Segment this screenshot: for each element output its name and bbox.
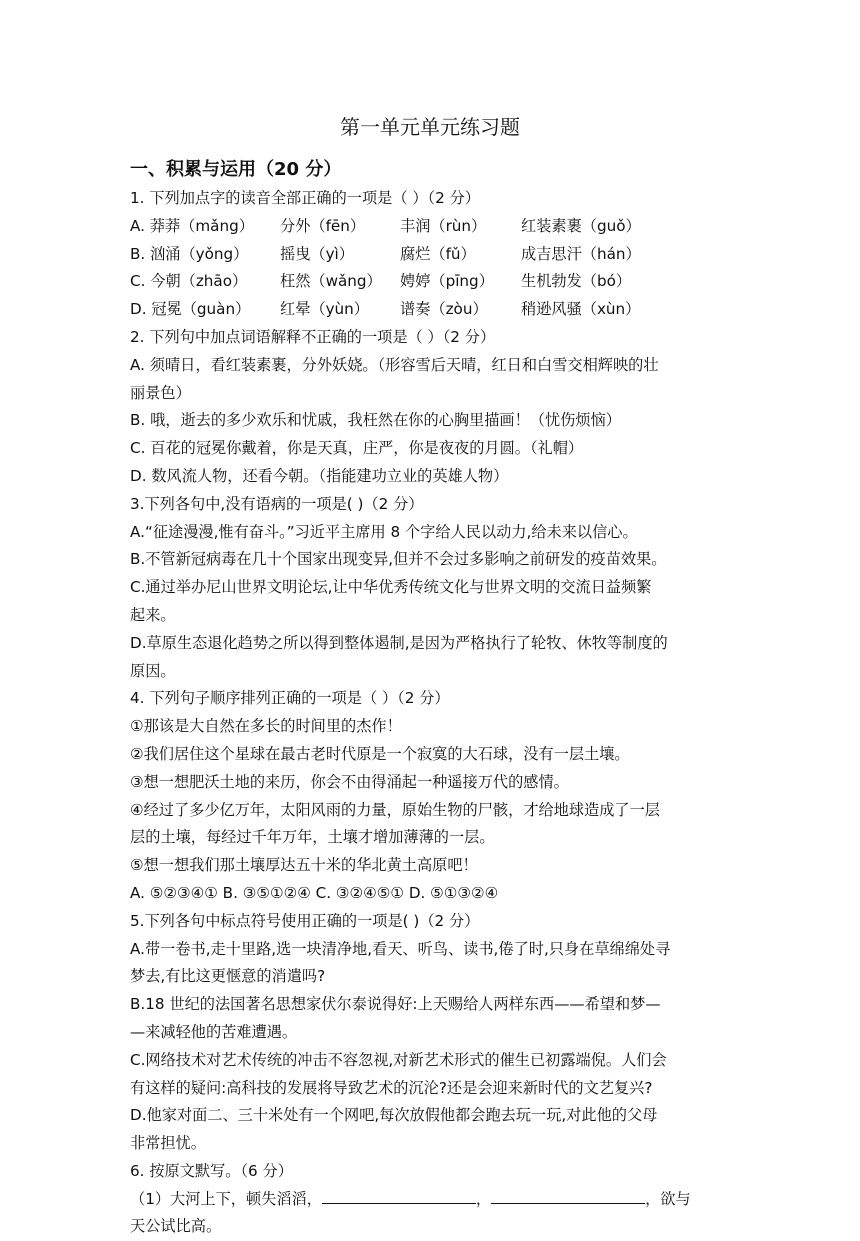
option-cell: A. 莽莽（mǎng） (130, 216, 254, 235)
question-4-sentence-4-cont: 层的土壤，每经过千年万年，土壤才增加薄薄的一层。 (130, 828, 495, 847)
option-cell: 娉婷（pīng） (400, 272, 494, 291)
option-cell: 红晕（yùn） (280, 300, 369, 319)
option-cell: C. 今朝（zhāo） (130, 272, 248, 291)
question-4-sentence-1: ①那该是大自然在多长的时间里的杰作！ (130, 717, 402, 736)
option-cell: 成吉思汗（hán） (521, 244, 641, 263)
recitation-prefix: （1）大河上下，顿失滔滔， (130, 1189, 322, 1208)
question-4-sentence-4: ④经过了多少亿万年，太阳风雨的力量，原始生物的尸骸，才给地球造成了一层 (130, 800, 660, 819)
question-5-option-b-cont: —来减轻他的苦难遭遇。 (130, 1022, 298, 1041)
question-2-option-d: D. 数风流人物，还看今朝。（指能建功立业的英雄人物） (130, 466, 509, 485)
question-5-option-d: D.他家对面二、三十米处有一个网吧,每次放假他都会跑去玩一玩,对此他的父母 (130, 1106, 658, 1125)
question-2-option-a-cont: 丽景色） (130, 383, 191, 402)
question-4-stem: 4. 下列句子顺序排列正确的一项是（ ）（2 分） (130, 689, 450, 708)
option-cell: 生机勃发（bó） (521, 272, 632, 291)
option-cell: 稍逊风骚（xùn） (521, 300, 641, 319)
question-1-stem: 1. 下列加点字的读音全部正确的一项是（ ）（2 分） (130, 189, 480, 207)
question-4-answers: A. ⑤②③④① B. ③⑤①②④ C. ③②④⑤① D. ⑤①③②④ (130, 883, 499, 902)
page-title: 第一单元单元练习题 (340, 115, 520, 139)
question-5-option-c: C.网络技术对艺术传统的冲击不容忽视,对新艺术形式的催生已初露端倪。人们会 (130, 1050, 667, 1069)
section-heading: 一、积累与运用（20 分） (130, 159, 342, 180)
question-4-sentence-2: ②我们居住这个星球在最古老时代原是一个寂寞的大石球，没有一层土壤。 (130, 744, 630, 763)
question-6-stem: 6. 按原文默写。（6 分） (130, 1161, 293, 1180)
question-4-sentence-3: ③想一想肥沃土地的来历，你会不由得涌起一种遥接万代的感情。 (130, 772, 569, 791)
question-5-option-b: B.18 世纪的法国著名思想家伏尔泰说得好:上天赐给人两样东西——希望和梦— (130, 995, 661, 1014)
question-1-option-b (130, 241, 730, 269)
question-3-option-d: D.草原生态退化趋势之所以得到整体遏制,是因为严格执行了轮牧、休牧等制度的 (130, 633, 668, 652)
option-cell: 丰润（rùn） (400, 216, 487, 235)
question-3-stem: 3.下列各句中,没有语病的一项是( )（2 分） (130, 494, 424, 513)
question-2-stem: 2. 下列句中加点词语解释不正确的一项是（ ）（2 分） (130, 327, 496, 346)
option-cell: 摇曳（yì） (280, 244, 354, 263)
option-cell: 枉然（wǎng） (280, 272, 382, 291)
question-3-option-c-cont: 起来。 (130, 605, 176, 624)
question-5-option-a-cont: 梦去,有比这更惬意的消遣吗? (130, 967, 326, 986)
question-3-option-c: C.通过举办尼山世界文明论坛,让中华优秀传统文化与世界文明的交流日益频繁 (130, 578, 652, 597)
question-2-option-b: B. 哦，逝去的多少欢乐和忧戚，我枉然在你的心胸里描画！（忧伤烦恼） (130, 411, 621, 430)
question-6-item-1-cont: 天公试比高。 (130, 1217, 222, 1236)
recitation-suffix: ，欲与 (645, 1189, 691, 1208)
question-1-option-d (130, 296, 730, 324)
answer-blank-1[interactable] (322, 1187, 476, 1204)
question-4-sentence-5: ⑤想一想我们那土壤厚达五十米的华北黄土高原吧！ (130, 856, 478, 875)
question-1-option-a (130, 213, 730, 241)
option-cell: 分外（fēn） (280, 216, 366, 235)
option-cell: 红装素裹（guǒ） (521, 216, 641, 235)
option-cell: 腐烂（fǔ） (400, 244, 476, 263)
question-3-option-d-cont: 原因。 (130, 661, 176, 680)
question-5-option-a: A.带一卷书,走十里路,选一块清净地,看天、听鸟、读书,倦了时,只身在草绵绵处寻 (130, 939, 671, 958)
question-2-option-a: A. 须晴日，看红装素裹，分外妖娆。（形容雪后天晴，红日和白雪交相辉映的壮 (130, 355, 659, 374)
question-6-item-1 (130, 1186, 730, 1214)
question-5-stem: 5.下列各句中标点符号使用正确的一项是( )（2 分） (130, 911, 480, 930)
option-cell: 谱奏（zòu） (400, 300, 488, 319)
option-cell: D. 冠冕（guàn） (130, 300, 251, 319)
question-1-option-c (130, 268, 730, 296)
answer-blank-2[interactable] (491, 1187, 645, 1204)
question-3-option-b: B.不管新冠病毒在几十个国家出现变异,但并不会过多影响之前研发的疫苗效果。 (130, 550, 667, 569)
worksheet-page (130, 112, 730, 1241)
question-2-option-c: C. 百花的冠冕你戴着，你是天真，庄严，你是夜夜的月圆。（礼帽） (130, 439, 584, 458)
recitation-separator: ， (475, 1189, 492, 1208)
question-5-option-d-cont: 非常担忧。 (130, 1134, 206, 1153)
question-5-option-c-cont: 有这样的疑问:高科技的发展将导致艺术的沉沦?还是会迎来新时代的文艺复兴? (130, 1078, 653, 1097)
option-cell: B. 汹涌（yǒng） (130, 244, 249, 263)
question-3-option-a: A.“征途漫漫,惟有奋斗。”习近平主席用 8 个字给人民以动力,给未来以信心。 (130, 522, 638, 541)
